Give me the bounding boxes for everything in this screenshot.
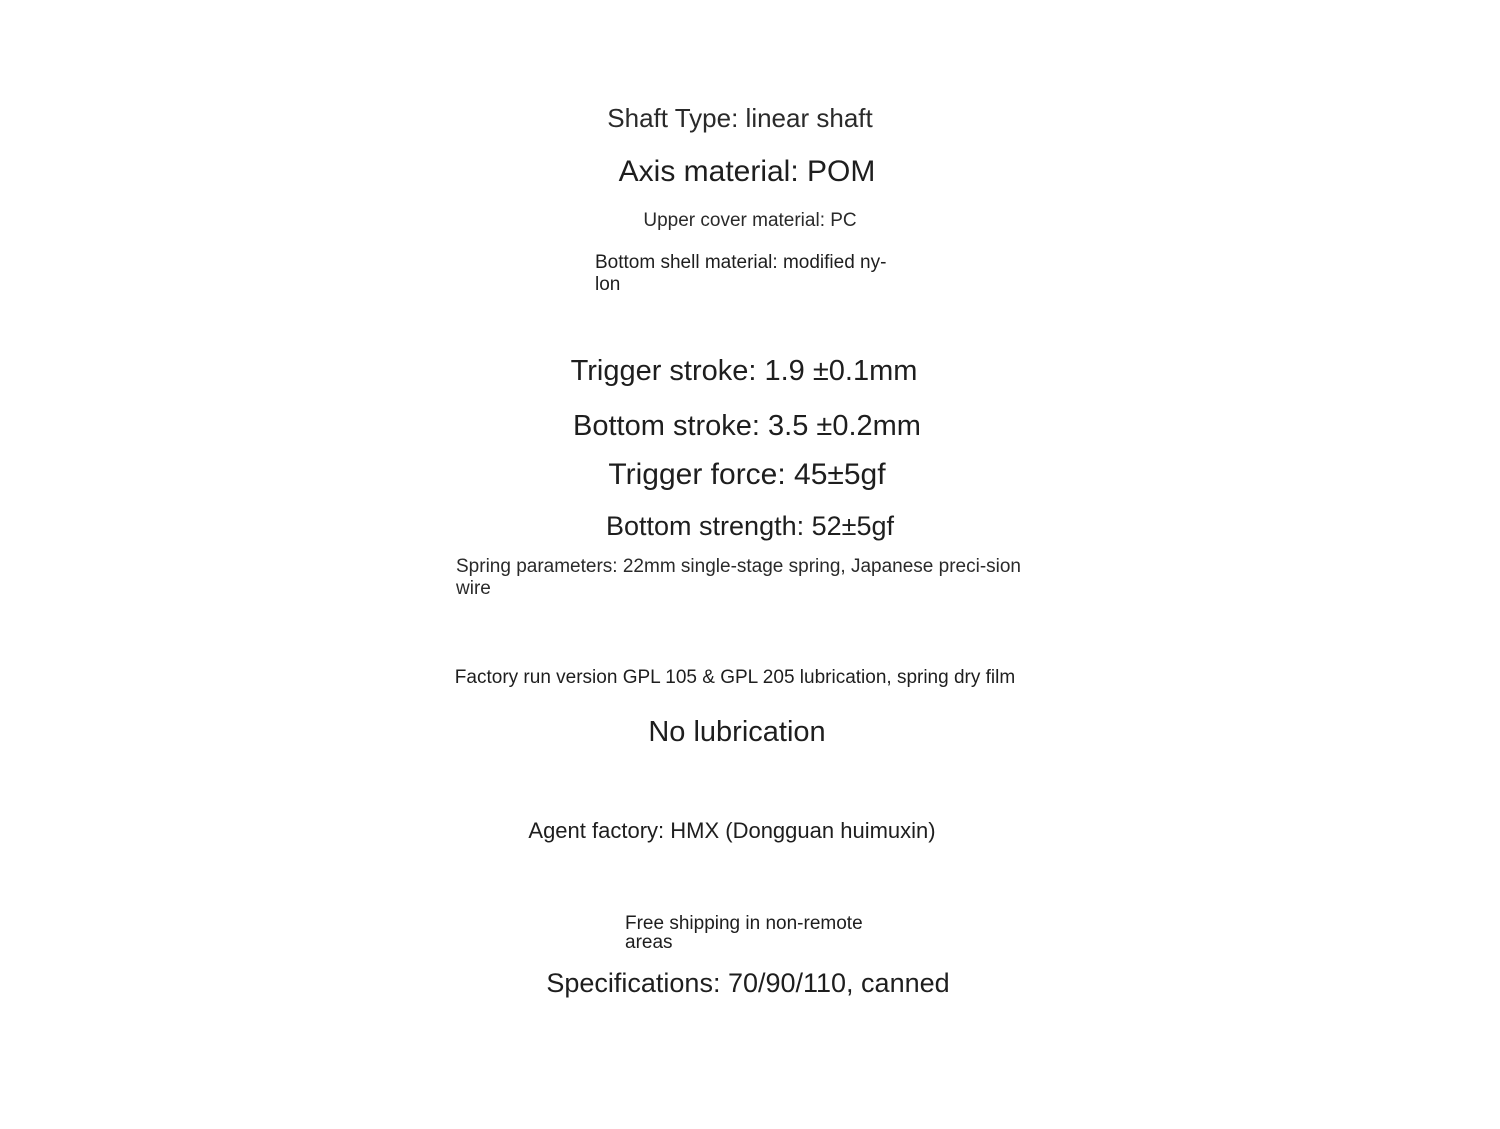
no-lubrication-text: No lubrication: [648, 716, 826, 748]
specifications-text: Specifications: 70/90/110, canned: [546, 968, 950, 998]
upper-cover-material-text: Upper cover material: PC: [643, 210, 857, 231]
trigger-stroke-text: Trigger stroke: 1.9 ±0.1mm: [570, 355, 918, 387]
factory-run-version-text: Factory run version GPL 105 & GPL 205 lubrication, spring dry film: [454, 667, 1016, 688]
shaft-type-text: Shaft Type: linear shaft: [607, 103, 873, 133]
bottom-shell-material-text: Bottom shell material: modified ny-lon: [595, 252, 887, 295]
trigger-force-text: Trigger force: 45±5gf: [608, 458, 886, 491]
spring-parameters-text: Spring parameters: 22mm single-stage spring, Japanese preci-sion wire: [456, 556, 1021, 599]
bottom-strength-text: Bottom strength: 52±5gf: [606, 511, 894, 541]
axis-material-text: Axis material: POM: [618, 155, 876, 188]
bottom-stroke-text: Bottom stroke: 3.5 ±0.2mm: [573, 410, 921, 442]
free-shipping-text: Free shipping in non-remote areas: [625, 913, 863, 953]
agent-factory-text: Agent factory: HMX (Dongguan huimuxin): [528, 818, 936, 843]
